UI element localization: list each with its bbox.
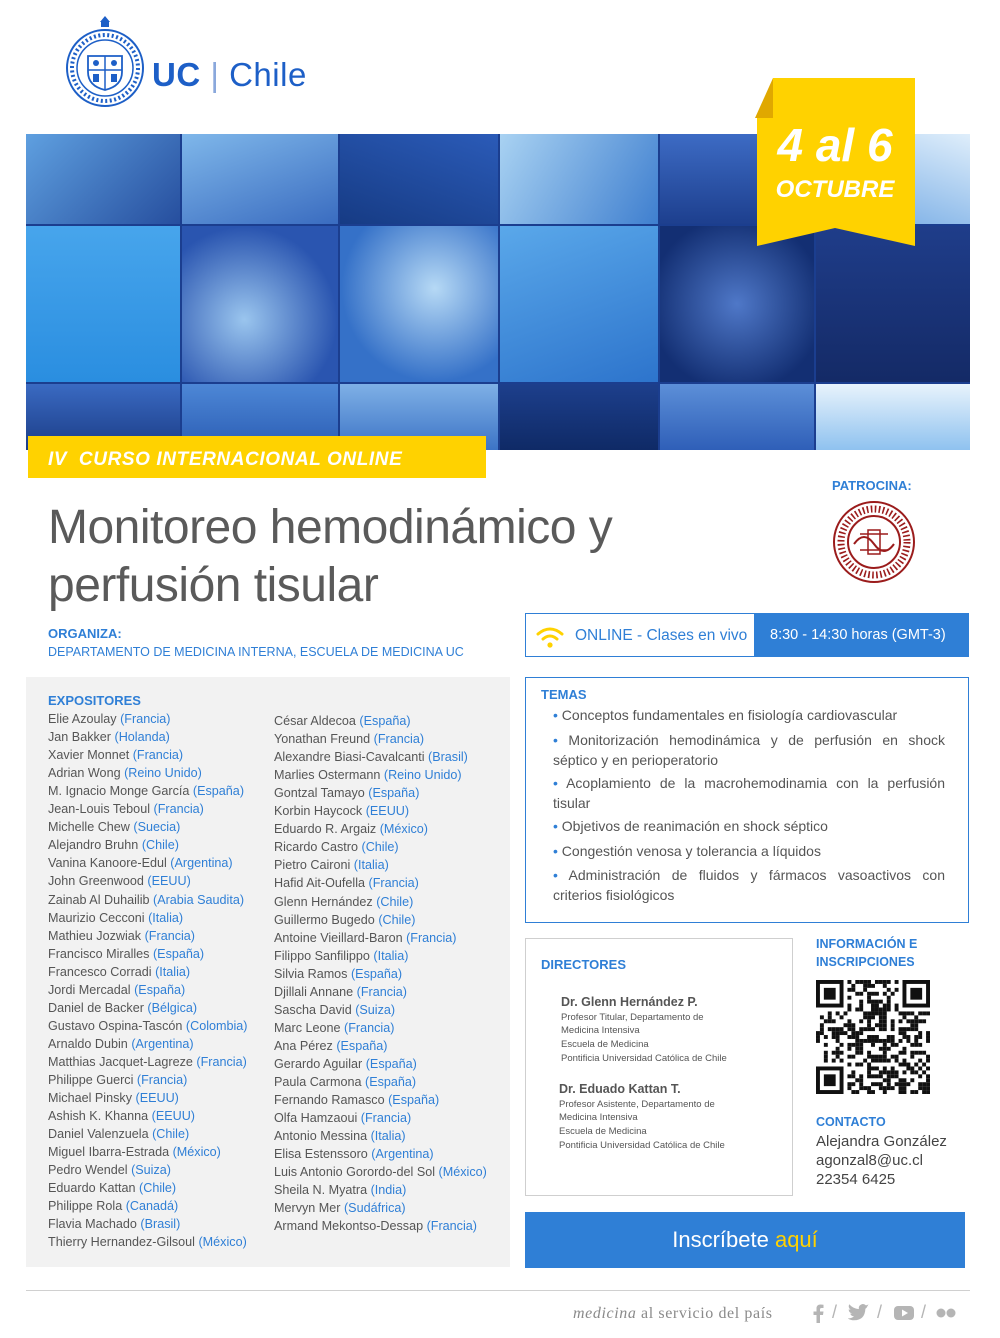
speaker-country: (Suiza) — [131, 1163, 171, 1178]
speaker-item — [274, 1199, 406, 1217]
speaker-country: (Francia) — [406, 930, 457, 945]
speaker-name: Vanina Kanoore-Edul — [48, 856, 167, 871]
speaker-country: (Chile) — [139, 1181, 177, 1196]
speaker-name: Mervyn Mer — [274, 1201, 341, 1216]
director-detail: Pontificia Universidad Católica de Chile — [559, 1140, 725, 1151]
speaker-name: Gontzal Tamayo — [274, 786, 365, 801]
organizer-text: DEPARTAMENTO DE MEDICINA INTERNA, ESCUELA DE MEDICINA UC — [48, 645, 464, 659]
speaker-name: Olfa Hamzaoui — [274, 1111, 358, 1126]
qr-code[interactable] — [816, 980, 930, 1094]
speaker-item — [48, 945, 204, 963]
footer-separator: / — [921, 1302, 927, 1322]
speaker-item — [274, 820, 428, 838]
speaker-name: Michael Pinsky — [48, 1091, 132, 1106]
speaker-country: (Francia) — [356, 984, 408, 999]
footer-separator: / — [877, 1302, 883, 1322]
register-button-label: Inscríbete — [672, 1227, 769, 1252]
speaker-item — [48, 1179, 176, 1197]
speaker-item — [274, 1001, 395, 1019]
flickr-icon[interactable] — [935, 1303, 957, 1323]
speaker-country: (EEUU) — [151, 1109, 196, 1124]
footer-tagline: medicina al servicio del país — [573, 1305, 773, 1322]
speaker-name: Michelle Chew — [48, 820, 130, 835]
speaker-name: Alexandre Biasi-Cavalcanti — [274, 750, 425, 765]
speaker-country: (Brasil) — [140, 1217, 181, 1232]
speaker-name: Francisco Miralles — [48, 946, 150, 961]
speaker-item — [274, 1037, 387, 1055]
speaker-item — [48, 1071, 187, 1089]
speaker-item — [48, 728, 170, 746]
director-name: Dr. Eduado Kattan T. — [559, 1082, 681, 1096]
speaker-item — [274, 748, 468, 766]
speaker-country: (México) — [198, 1235, 247, 1250]
speaker-country: (Chile) — [376, 894, 414, 909]
speaker-name: Pedro Wendel — [48, 1163, 128, 1178]
speaker-item — [48, 909, 183, 927]
speaker-item — [48, 963, 190, 981]
speaker-item — [274, 784, 419, 802]
speaker-name: Arnaldo Dubin — [48, 1036, 128, 1051]
speaker-name: Mathieu Jozwiak — [48, 928, 142, 943]
course-title-line2: perfusión tisular — [48, 559, 379, 612]
speaker-item — [48, 764, 202, 782]
course-tag-text: CURSO INTERNACIONAL ONLINE — [78, 449, 403, 470]
speaker-item — [48, 1197, 178, 1215]
speaker-country: (EEUU) — [365, 804, 410, 819]
speaker-country: (Reino Unido) — [383, 768, 462, 783]
speaker-country: (Francia) — [132, 748, 184, 763]
speaker-item — [48, 1017, 248, 1035]
topic-item: • Objetivos de reanimación en shock séptico — [553, 818, 828, 834]
speaker-name: Philippe Rola — [48, 1199, 123, 1214]
speaker-item — [48, 854, 233, 872]
speaker-item — [274, 838, 399, 856]
course-title-line1: Monitoreo hemodinámico y — [48, 501, 613, 554]
speaker-country: (Argentina) — [131, 1036, 194, 1051]
speaker-name: Adrian Wong — [48, 766, 121, 781]
speaker-item — [48, 1035, 194, 1053]
director-detail: Escuela de Medicina — [561, 1039, 649, 1050]
speaker-name: John Greenwood — [48, 874, 144, 889]
speaker-item — [48, 710, 171, 728]
twitter-icon[interactable] — [848, 1303, 870, 1323]
speaker-country: (México) — [438, 1165, 487, 1180]
speaker-country: (Italia) — [155, 964, 191, 979]
speaker-item — [274, 1163, 487, 1181]
speaker-item — [274, 856, 389, 874]
info-label-line1: INFORMACIÓN E — [816, 937, 918, 951]
speaker-item — [274, 1019, 394, 1037]
wifi-icon — [535, 625, 565, 649]
speaker-name: Korbin Haycock — [274, 804, 363, 819]
speaker-name: Daniel de Backer — [48, 1000, 144, 1015]
speaker-item — [274, 1073, 416, 1091]
speaker-item — [274, 730, 424, 748]
speaker-name: Ashish K. Khanna — [48, 1109, 149, 1124]
speaker-name: Filippo Sanfilippo — [274, 948, 370, 963]
speaker-country: (España) — [336, 1038, 388, 1053]
course-roman: IV — [48, 449, 68, 470]
topics-label: TEMAS — [541, 687, 587, 702]
speaker-item — [48, 999, 197, 1017]
speaker-item — [48, 782, 244, 800]
director-detail: Medicina Intensiva — [559, 1112, 638, 1123]
speaker-item — [48, 746, 183, 764]
speaker-item — [48, 891, 244, 909]
director-detail: Profesor Asistente, Departamento de — [559, 1099, 715, 1110]
register-button[interactable] — [525, 1212, 965, 1268]
speaker-country: (España) — [350, 966, 403, 981]
speaker-item — [48, 872, 191, 890]
speaker-country: (Colombia) — [185, 1018, 248, 1033]
speaker-country: (México) — [379, 822, 428, 837]
sponsor-label: PATROCINA: — [832, 478, 912, 493]
speaker-name: Eduardo R. Argaiz — [274, 822, 377, 837]
speaker-name: Zainab Al Duhailib — [48, 892, 150, 907]
speaker-country: (Argentina) — [170, 856, 233, 871]
speaker-name: Luis Antonio Gorordo-del Sol — [274, 1165, 436, 1180]
speaker-country: (Francia) — [196, 1054, 247, 1069]
speaker-name: Djillali Annane — [274, 984, 354, 999]
speaker-item — [274, 1109, 411, 1127]
speaker-name: Sheila N. Myatra — [274, 1183, 368, 1198]
speaker-name: Jordi Mercadal — [48, 982, 131, 997]
speaker-name: Eduardo Kattan — [48, 1181, 136, 1196]
directors-label: DIRECTORES — [541, 957, 626, 972]
speaker-name: Glenn Hernández — [274, 894, 373, 909]
speaker-name: Ana Pérez — [274, 1038, 333, 1053]
speaker-name: Francesco Corradi — [48, 964, 152, 979]
speaker-item — [274, 929, 456, 947]
speaker-country: (Holanda) — [114, 730, 170, 745]
course-tag — [28, 436, 486, 478]
speaker-name: Jan Bakker — [48, 730, 111, 745]
speaker-country: (Sudáfrica) — [343, 1201, 406, 1216]
contact-email-link[interactable]: agonzal8@uc.cl — [816, 1152, 923, 1169]
speaker-item — [274, 911, 415, 929]
director-detail: Medicina Intensiva — [561, 1025, 640, 1036]
speaker-item — [48, 927, 195, 945]
speaker-name: Maurizio Cecconi — [48, 910, 145, 925]
director-detail: Pontificia Universidad Católica de Chile — [561, 1053, 727, 1064]
speaker-country: (Italia) — [353, 858, 389, 873]
topic-item: • Administración de fluidos y fármacos vasoactivos con criterios fisiológicos — [553, 867, 945, 903]
speaker-item — [48, 1233, 247, 1251]
speaker-item — [274, 1181, 406, 1199]
speaker-country: (Francia) — [153, 802, 204, 817]
directors-panel — [525, 938, 793, 1196]
topic-item: • Conceptos fundamentales en fisiología cardiovascular — [553, 707, 898, 723]
speaker-name: Pietro Caironi — [274, 858, 351, 873]
speaker-country: (Italia) — [370, 1129, 406, 1144]
speakers-label: EXPOSITORES — [48, 693, 141, 708]
speaker-country: (España) — [152, 946, 205, 961]
speaker-country: (España) — [192, 784, 245, 799]
speaker-item — [274, 874, 419, 892]
topic-item: • Acoplamiento de la macrohemodinamia con la perfusión tisular — [553, 775, 945, 811]
speaker-item — [274, 947, 408, 965]
speaker-name: M. Ignacio Monge García — [48, 784, 190, 799]
organizer-label: ORGANIZA: — [48, 626, 122, 641]
speaker-item — [48, 800, 204, 818]
speaker-country: (Francia) — [144, 928, 195, 943]
speaker-country: (Brasil) — [428, 750, 468, 765]
speaker-item — [274, 893, 413, 911]
speaker-name: Philippe Guerci — [48, 1073, 134, 1087]
speaker-name: Marlies Ostermann — [274, 768, 381, 783]
speaker-name: Gustavo Ospina-Tascón — [48, 1018, 183, 1033]
speaker-item — [48, 981, 185, 999]
speaker-name: Jean-Louis Teboul — [48, 802, 150, 817]
speaker-name: Matthias Jacquet-Lagreze — [48, 1054, 193, 1069]
speaker-item — [48, 1107, 195, 1125]
speaker-item — [274, 1055, 417, 1073]
speaker-country: (España) — [368, 786, 420, 801]
speaker-country: (España) — [388, 1093, 440, 1108]
footer-divider — [26, 1290, 970, 1291]
speaker-name: Flavia Machado — [48, 1217, 137, 1232]
schedule-mode: ONLINE - Clases en vivo — [575, 627, 748, 644]
speaker-item — [274, 1145, 434, 1163]
speaker-country: (España) — [365, 1075, 417, 1089]
speaker-name: Miguel Ibarra-Estrada — [48, 1145, 170, 1160]
speaker-name: Xavier Monnet — [48, 748, 130, 763]
speaker-name: Elie Azoulay — [48, 712, 117, 726]
speaker-country: (Arabia Saudita) — [153, 892, 245, 907]
speaker-name: Paula Carmona — [274, 1075, 362, 1089]
speaker-country: (Italia) — [373, 948, 409, 963]
speaker-country: (México) — [172, 1145, 221, 1160]
director-detail: Profesor Titular, Departamento de — [561, 1012, 704, 1023]
speaker-name: Daniel Valenzuela — [48, 1127, 149, 1142]
speaker-country: (Francia) — [136, 1073, 188, 1087]
speaker-item — [48, 1143, 221, 1161]
speaker-item — [274, 712, 411, 730]
date-days: 4 al 6 — [777, 119, 893, 171]
speaker-name: Alejandro Bruhn — [48, 838, 139, 853]
date-month: OCTUBRE — [775, 176, 895, 203]
speaker-country: (Canadá) — [125, 1199, 179, 1214]
speaker-name: Elisa Estenssoro — [274, 1147, 368, 1162]
speaker-country: (Italia) — [148, 910, 184, 925]
speaker-name: César Aldecoa — [274, 714, 356, 728]
topic-item: • Congestión venosa y tolerancia a líquidos — [553, 843, 821, 859]
speaker-name: Ricardo Castro — [274, 840, 358, 855]
speaker-item — [48, 836, 179, 854]
speaker-country: (España) — [359, 714, 411, 728]
speaker-country: (España) — [365, 1056, 417, 1071]
speaker-item — [48, 1161, 171, 1179]
speaker-item — [48, 1089, 179, 1107]
speaker-name: Fernando Ramasco — [274, 1093, 385, 1108]
speaker-item — [274, 965, 402, 983]
speaker-name: Yonathan Freund — [274, 732, 371, 747]
speaker-name: Antonio Messina — [274, 1129, 368, 1144]
speaker-item — [48, 1053, 247, 1071]
director-name: Dr. Glenn Hernández P. — [561, 995, 698, 1009]
speaker-country: (India) — [370, 1183, 407, 1198]
contact-label: CONTACTO — [816, 1115, 886, 1129]
director-detail: Escuela de Medicina — [559, 1126, 647, 1137]
facebook-icon[interactable] — [812, 1303, 824, 1323]
speaker-country: (Francia) — [373, 732, 425, 747]
speaker-name: Antoine Vieillard-Baron — [274, 930, 403, 945]
speaker-item — [274, 1091, 439, 1109]
contact-phone: 22354 6425 — [816, 1171, 896, 1188]
speaker-country: (Chile) — [378, 912, 416, 927]
speaker-country: (Francia) — [360, 1111, 412, 1126]
speaker-country: (Chile) — [152, 1127, 190, 1142]
speaker-country: (España) — [134, 982, 186, 997]
speaker-name: Sascha David — [274, 1002, 352, 1017]
speaker-name: Thierry Hernandez-Gilsoul — [48, 1235, 195, 1250]
sponsor-seal-logo — [832, 500, 916, 584]
speaker-country: (Suecia) — [133, 820, 181, 835]
speaker-item — [274, 766, 462, 784]
speaker-item — [274, 1217, 477, 1235]
speaker-country: (Argentina) — [371, 1147, 434, 1162]
speaker-country: (Bélgica) — [147, 1000, 198, 1015]
footer-separator: / — [832, 1302, 838, 1322]
schedule-hours: 8:30 - 14:30 horas (GMT-3) — [770, 627, 946, 643]
speaker-name: Marc Leone — [274, 1020, 341, 1035]
speaker-country: (Suiza) — [355, 1002, 396, 1017]
speaker-country: (EEUU) — [147, 874, 191, 889]
speaker-item — [274, 802, 409, 820]
speaker-name: Hafid Ait-Oufella — [274, 876, 365, 891]
speaker-country: (Chile) — [361, 840, 399, 855]
speaker-item — [48, 818, 180, 836]
speaker-item — [48, 1215, 180, 1233]
speaker-country: (Francia) — [120, 712, 171, 726]
speaker-country: (EEUU) — [135, 1091, 179, 1106]
info-label-line2: INSCRIPCIONES — [816, 955, 915, 969]
topic-item: • Monitorización hemodinámica y de perfusión en shock séptico y en perioperatorio — [553, 732, 945, 768]
speaker-country: (Francia) — [344, 1020, 395, 1035]
speaker-country: (Francia) — [426, 1219, 477, 1234]
uc-chile-wordmark: UC | Chile — [152, 56, 307, 93]
speaker-item — [48, 1125, 189, 1143]
youtube-icon[interactable] — [893, 1303, 915, 1323]
speaker-name: Silvia Ramos — [274, 966, 348, 981]
speaker-country: (Chile) — [141, 838, 179, 853]
contact-name: Alejandra González — [816, 1133, 947, 1150]
speaker-item — [274, 983, 407, 1001]
register-button-highlight: aquí — [774, 1227, 818, 1252]
speaker-item — [274, 1127, 406, 1145]
speaker-country: (Reino Unido) — [124, 766, 202, 781]
uc-seal-logo — [64, 12, 146, 110]
speaker-country: (Francia) — [368, 876, 419, 891]
speaker-name: Guillermo Bugedo — [274, 912, 375, 927]
speaker-name: Armand Mekontso-Dessap — [274, 1219, 424, 1234]
speaker-name: Gerardo Aguilar — [274, 1056, 363, 1071]
